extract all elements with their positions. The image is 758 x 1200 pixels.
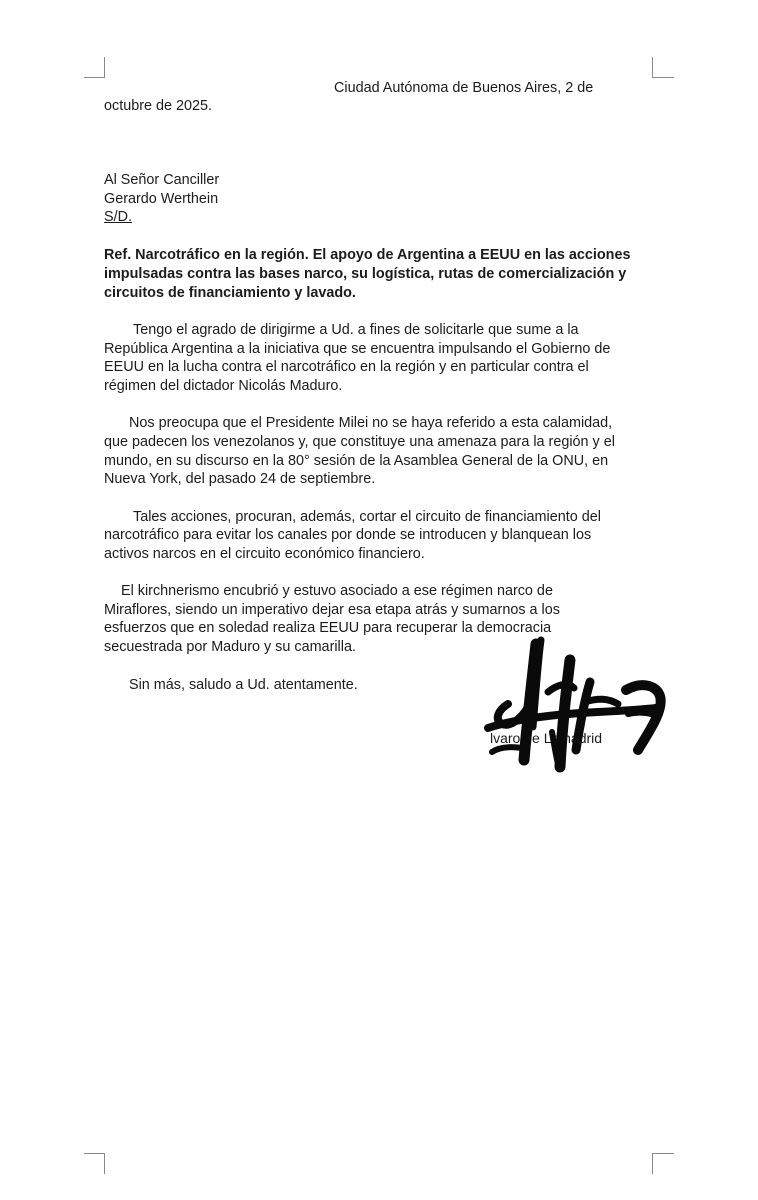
addressee-sd: S/D. (104, 209, 132, 225)
reference-line-3: circuitos de financiamiento y lavado. (104, 285, 356, 301)
paragraph-2-line: que padecen los venezolanos y, que constituye una amenaza para la región y el (104, 434, 615, 450)
reference-line-2: impulsadas contra las bases narco, su logística, rutas de comercialización y (104, 266, 627, 282)
handwritten-signature (478, 632, 670, 774)
signature-stroke (560, 660, 570, 767)
signature-stroke (584, 699, 618, 704)
crop-mark-top-right-vertical (652, 57, 653, 78)
addressee-name: Gerardo Werthein (104, 191, 219, 207)
paragraph-2-line: Nos preocupa que el Presidente Milei no se haya referido a esta calamidad, (129, 415, 613, 431)
crop-mark-bottom-left-vertical (104, 1153, 105, 1174)
signature-stroke (492, 747, 522, 752)
paragraph-4-line: Miraflores, siendo un imperativo dejar esa etapa atrás y sumarnos a los (104, 602, 560, 618)
paragraph-2-line: mundo, en su discurso en la 80° sesión de la Asamblea General de la ONU, en (104, 453, 609, 469)
crop-mark-bottom-right (652, 1153, 674, 1154)
signature-name: lvaro de Lamadrid (490, 730, 603, 746)
crop-mark-bottom-right-vertical (652, 1153, 653, 1174)
paragraph-1-line: Tengo el agrado de dirigirme a Ud. a fines de solicitarle que sume a la (133, 322, 579, 338)
paragraph-3-line: activos narcos en el circuito económico financiero. (104, 546, 425, 562)
closing-line: Sin más, saludo a Ud. atentamente. (129, 677, 358, 693)
paragraph-1-line: República Argentina a la iniciativa que se encuentra impulsando el Gobierno de (104, 341, 611, 357)
crop-mark-top-right (652, 77, 674, 78)
paragraph-1-line: régimen del dictador Nicolás Maduro. (104, 378, 343, 394)
addressee-title: Al Señor Canciller (104, 172, 220, 188)
paragraph-4-line: esfuerzos que en soledad realiza EEUU para recuperar la democracia (104, 620, 552, 636)
crop-mark-bottom-left (84, 1153, 105, 1154)
crop-mark-top-left (84, 77, 105, 78)
date-line-2: octubre de 2025. (104, 98, 213, 114)
paragraph-4-line: El kirchnerismo encubrió y estuvo asociado a ese régimen narco de (121, 583, 553, 599)
paragraph-3-line: narcotráfico para evitar los canales por donde se introducen y blanquean los (104, 527, 592, 543)
signature-stroke (628, 713, 656, 716)
date-line-1: Ciudad Autónoma de Buenos Aires, 2 de (334, 80, 594, 96)
crop-mark-top-left-vertical (104, 57, 105, 78)
paragraph-4-line: secuestrada por Maduro y su camarilla. (104, 639, 356, 655)
reference-line-1: Ref. Narcotráfico en la región. El apoyo de Argentina a EEUU en las acciones (104, 247, 631, 263)
paragraph-3-line: Tales acciones, procuran, además, cortar el circuito de financiamiento del (133, 509, 601, 525)
paragraph-2-line: Nueva York, del pasado 24 de septiembre. (104, 471, 376, 487)
paragraph-1-line: EEUU en la lucha contra el narcotráfico en la región y en particular contra el (104, 359, 589, 375)
